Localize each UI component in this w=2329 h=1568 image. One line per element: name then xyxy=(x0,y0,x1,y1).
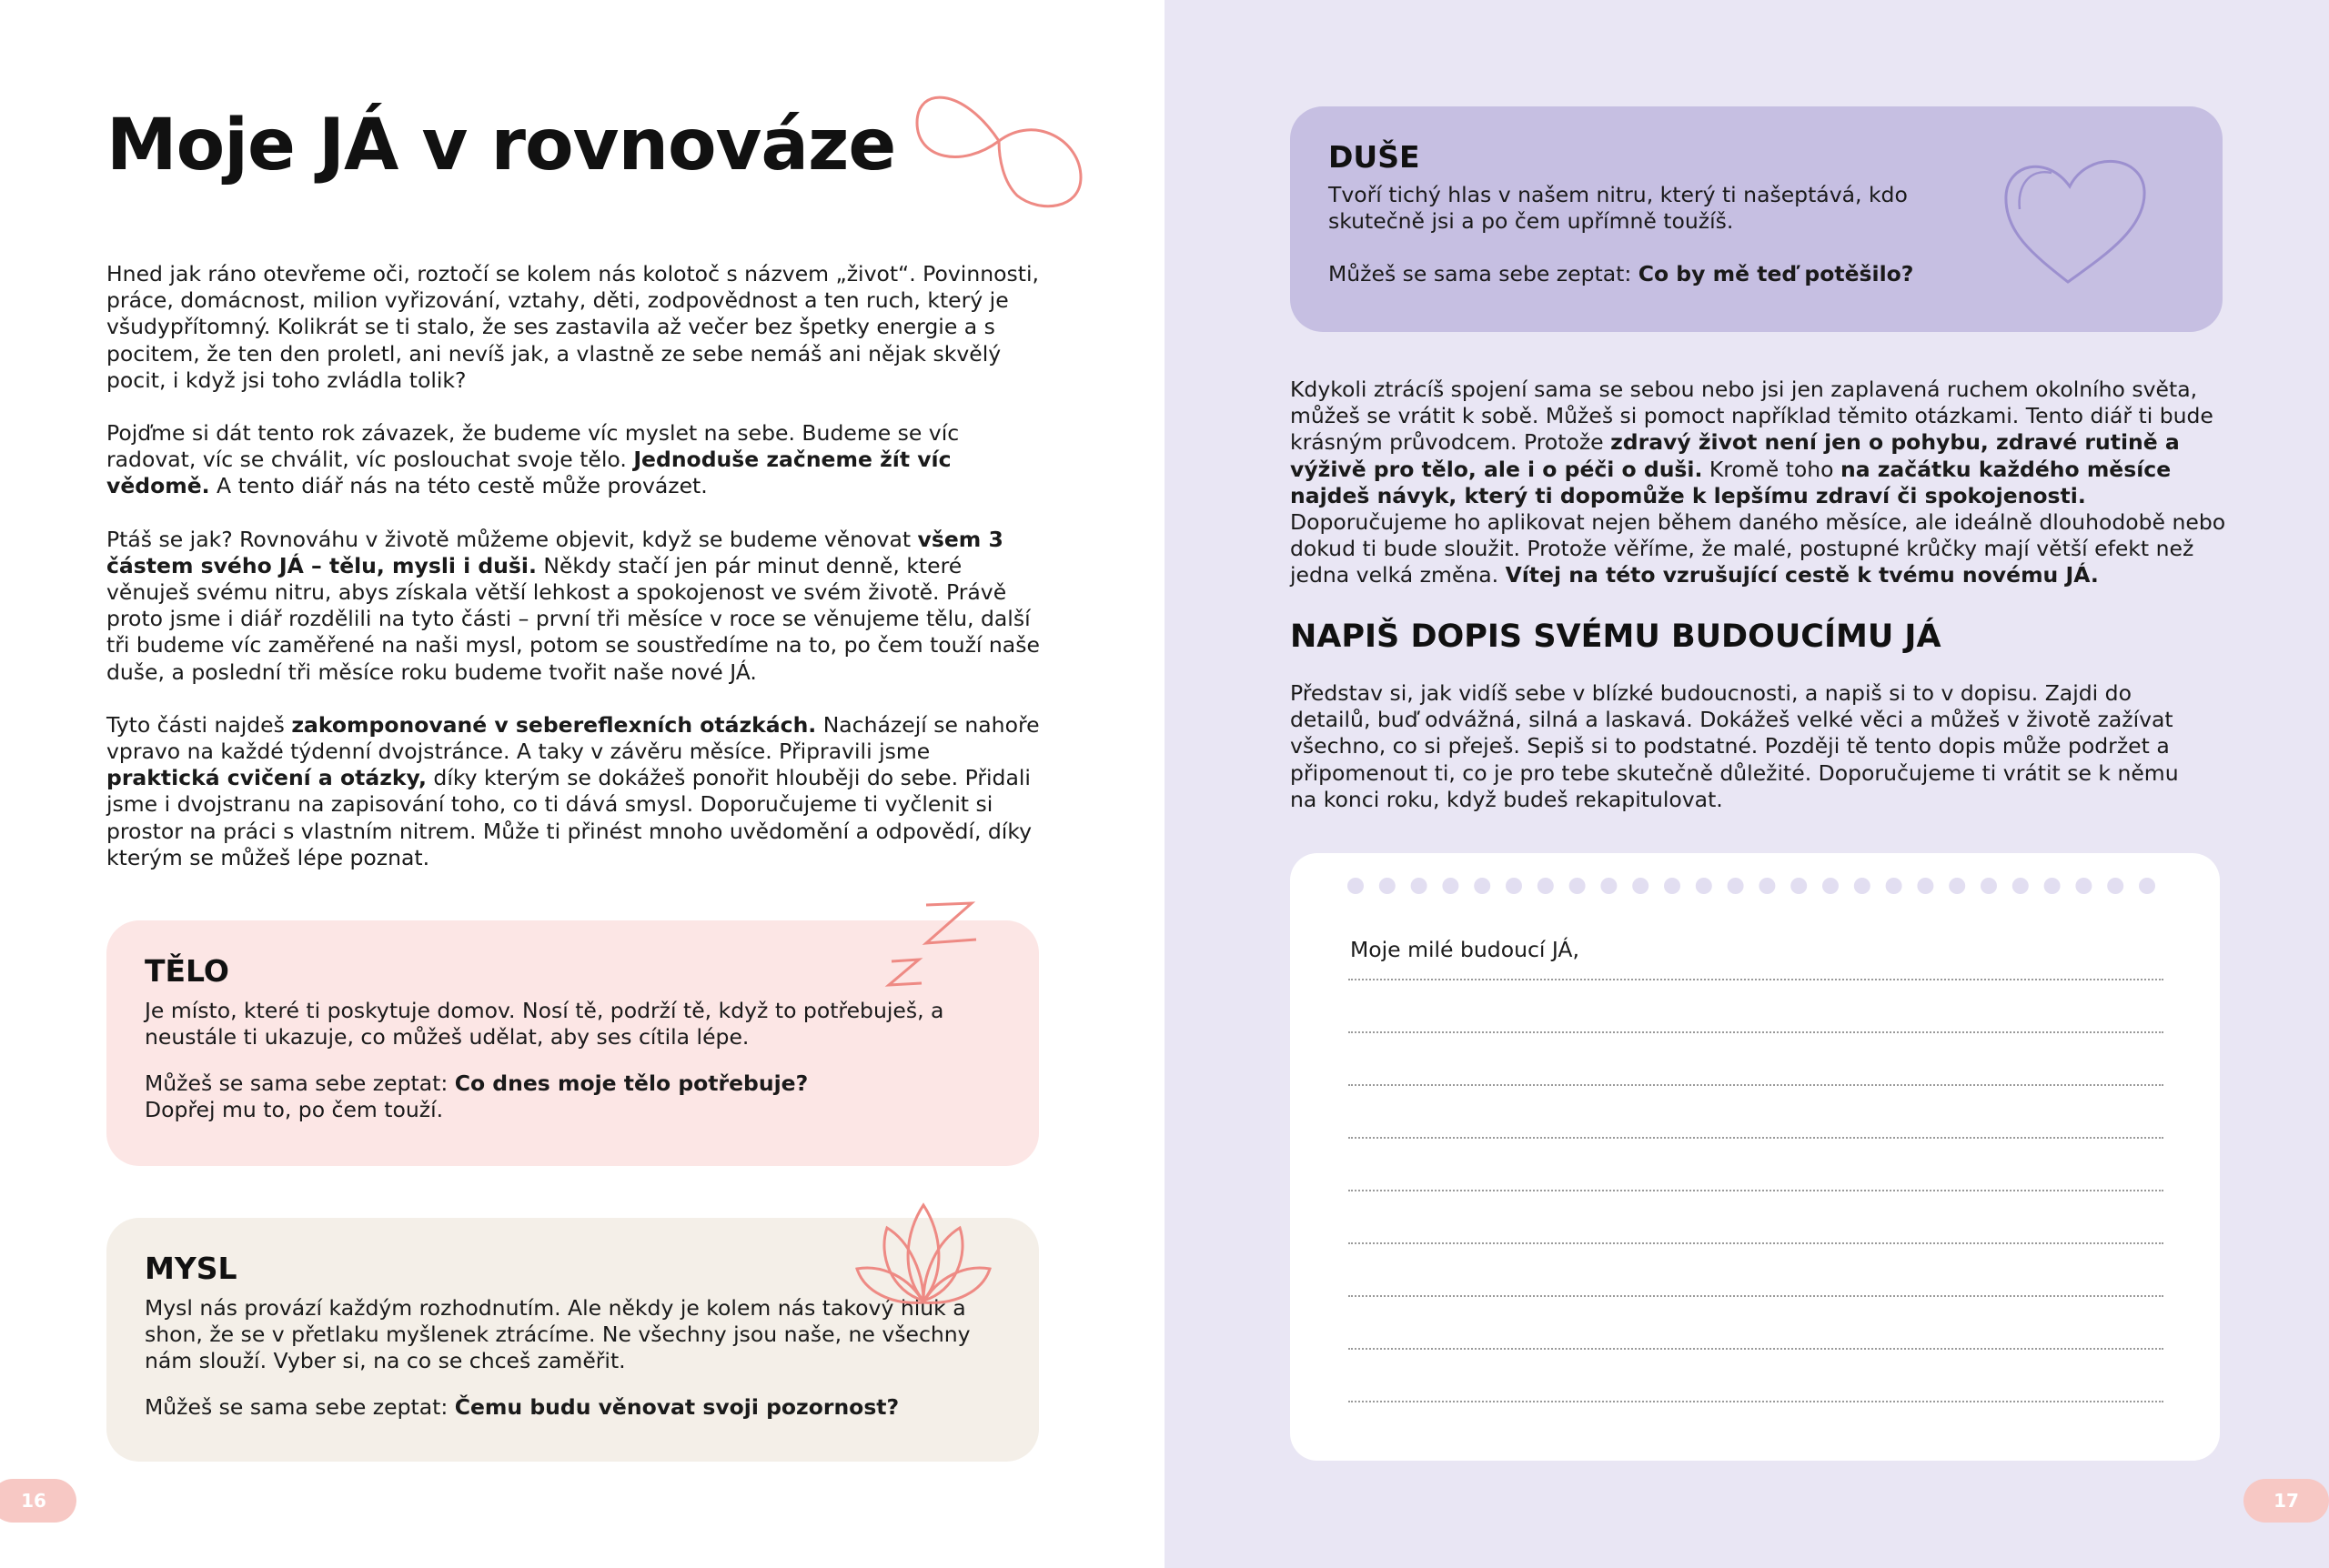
left-page xyxy=(0,0,1164,1568)
infinity-icon xyxy=(908,86,1090,214)
writing-line[interactable] xyxy=(1348,1348,2163,1350)
lotus-icon xyxy=(855,1201,992,1319)
binder-dot xyxy=(1759,878,1775,894)
letter-writing-area xyxy=(1290,853,2220,1461)
mysl-question-bold: Čemu budu věnovat svoji pozornost? xyxy=(454,1394,900,1420)
binder-dot xyxy=(1379,878,1396,894)
binder-dot xyxy=(1696,878,1712,894)
mysl-question-prefix: Můžeš se sama sebe zeptat: xyxy=(145,1394,455,1420)
binder-dot xyxy=(1506,878,1522,894)
binder-dot xyxy=(1790,878,1807,894)
telo-heading: TĚLO xyxy=(145,953,229,989)
binder-dot xyxy=(1411,878,1427,894)
binder-dot xyxy=(1347,878,1364,894)
binder-dot xyxy=(2139,878,2155,894)
mysl-heading: MYSL xyxy=(145,1251,237,1286)
binder-dot xyxy=(1728,878,1744,894)
duse-text: Tvoří tichý hlas v našem nitru, který ti našeptává, kdo skutečně jsi a po čem upřímně toužíš. xyxy=(1328,182,1908,234)
writing-line[interactable] xyxy=(1348,1031,2163,1033)
page-number-left: 16 xyxy=(0,1479,76,1523)
mysl-question xyxy=(145,1394,982,1421)
binder-dot xyxy=(1474,878,1490,894)
duse-question xyxy=(1328,261,1965,287)
intro-paragraph-1: Hned jak ráno otevřeme oči, roztočí se kolem nás kolotoč s názvem „život“. Povinnosti, práce, domácnost, milion vyřizování, vztahy, děti, zodpovědnost a ten ruch, který je všudypřítomný. Kolikrát se ti stalo, že ses zastavila až večer bez špetky energie a s pocitem, že ten den proletl, ani nevíš jak, a vlastně ze sebe nemáš ani nějak skvělý pocit, i když jsi toho zvládla tolik? xyxy=(106,261,1039,393)
letter-intro-text: Představ si, jak vidíš sebe v blízké budoucnosti, a napiš si to v dopisu. Zajdi do detailů, buď odvážná, silná a laskavá. Dokážeš velké věci a můžeš v životě zažívat všechno, co si přeješ. Sepiš si to podstatné. Později tě tento dopis může podržet a připomenout ti, co je pro tebe skutečně důležité. Doporučujeme ti vrátit se k němu na konci roku, když budeš rekapitulovat. xyxy=(1290,680,2179,812)
telo-question xyxy=(145,1070,982,1123)
intro-paragraph-4: Tyto části najdeš zakomponované v sebereflexních otázkách. Nacházejí se nahoře vpravo na každé týdenní dvojstránce. A taky v závěru měsíce. Připravili jsme praktická cvičení a otázky, díky kterým se dokážeš ponořit hlouběji do sebe. Přidali jsme i dvojstranu na zapisování toho, co ti dává smysl. Doporučujeme ti vyčlenit si prostor na práci s vlastním nitrem. Může ti přinést mnoho uvědomění a odpovědí, díky kterým se můžeš lépe poznat. xyxy=(106,711,1040,870)
telo-question-suffix: Dopřej mu to, po čem touží. xyxy=(145,1097,444,1122)
binder-dots xyxy=(1346,877,2165,895)
intro-text xyxy=(106,261,1044,898)
binder-dot xyxy=(2107,878,2123,894)
binder-dot xyxy=(1886,878,1902,894)
binder-dot xyxy=(2012,878,2029,894)
duse-question-prefix: Můžeš se sama sebe zeptat: xyxy=(1328,261,1638,286)
binder-dot xyxy=(2075,878,2092,894)
writing-line[interactable] xyxy=(1348,1401,2163,1402)
binder-dot xyxy=(1538,878,1554,894)
intro-paragraph-3: Ptáš se jak? Rovnováhu v životě můžeme objevit, když se budeme věnovat všem 3 částem svého JÁ – tělu, mysli i duši. Někdy stačí jen pár minut denně, které věnuješ svému nitru, abys získala větší lehkost a spokojenost ve svém životě. Právě proto jsme i diář rozdělili na tyto části – první tři měsíce v roce se věnujeme tělu, další tři budeme víc zaměřené na naši mysl, potom se soustředíme na to, po čem touží naše duše, a poslední tři měsíce roku budeme tvořit naše nové JÁ. xyxy=(106,526,1040,685)
duse-heading: DUŠE xyxy=(1328,139,1420,175)
writing-line[interactable] xyxy=(1348,1190,2163,1191)
letter-section-heading: NAPIŠ DOPIS SVÉMU BUDOUCÍMU JÁ xyxy=(1290,618,1941,655)
binder-dot xyxy=(1664,878,1680,894)
binder-dot xyxy=(1600,878,1617,894)
binder-dot xyxy=(1569,878,1586,894)
right-intro-paragraph: Kdykoli ztrácíš spojení sama se sebou nebo jsi jen zaplavená ruchem okolního světa, můžeš se vrátit k sobě. Můžeš si pomoct například těmito otázkami. Tento diář ti bude krásným průvodcem. Protože zdravý život není jen o pohybu, zdravé rutině a výživě pro tělo, ale i o péči o duši. Kromě toho na začátku každého měsíce najdeš návyk, který ti dopomůže k lepšímu zdraví či spokojenosti. Doporučujeme ho aplikovat nejen během daného měsíce, ale ideálně dlouhodobě nebo dokud ti bude sloužit. Protože věříme, že malé, postupné krůčky mají větší efekt než jedna velká změna. Vítej na této vzrušující cestě k tvému novému JÁ. xyxy=(1290,377,2226,588)
binder-dot xyxy=(2044,878,2061,894)
writing-line[interactable] xyxy=(1348,1137,2163,1139)
binder-dot xyxy=(1949,878,1965,894)
duse-question-bold: Co by mě teď potěšilo? xyxy=(1638,261,1914,286)
intro-paragraph-2: Pojďme si dát tento rok závazek, že budeme víc myslet na sebe. Budeme se víc radovat, víc se chválit, víc poslouchat svoje tělo. Jednoduše začneme žít víc vědomě. A tento diář nás na této cestě může provázet. xyxy=(106,420,960,499)
binder-dot xyxy=(1822,878,1839,894)
zigzag-icon xyxy=(869,896,987,1010)
writing-line[interactable] xyxy=(1348,979,2163,980)
binder-dot xyxy=(1632,878,1648,894)
binder-dot xyxy=(1854,878,1870,894)
mysl-text: Mysl nás provází každým rozhodnutím. Ale někdy je kolem nás takový hluk a shon, že se v přetlaku myšlenek ztrácíme. Ne všechny jsou naše, ne všechny nám slouží. Vyber si, na co se chceš zaměřit. xyxy=(145,1295,971,1373)
telo-question-prefix: Můžeš se sama sebe zeptat: xyxy=(145,1070,455,1096)
binder-dot xyxy=(1442,878,1458,894)
heart-icon xyxy=(1997,146,2152,291)
binder-dot xyxy=(1981,878,1997,894)
writing-line[interactable] xyxy=(1348,1295,2163,1297)
page-number-right: 17 xyxy=(2243,1479,2329,1523)
telo-question-bold: Co dnes moje tělo potřebuje? xyxy=(454,1070,809,1096)
page-title: Moje JÁ v rovnováze xyxy=(106,105,896,186)
telo-text: Je místo, které ti poskytuje domov. Nosí tě, podrží tě, když to potřebuješ, a neustále ti ukazuje, co můžeš udělat, aby ses cítila lépe. xyxy=(145,998,944,1050)
letter-greeting: Moje milé budoucí JÁ, xyxy=(1350,937,1579,962)
binder-dot xyxy=(1917,878,1933,894)
writing-line[interactable] xyxy=(1348,1084,2163,1086)
writing-line[interactable] xyxy=(1348,1242,2163,1244)
